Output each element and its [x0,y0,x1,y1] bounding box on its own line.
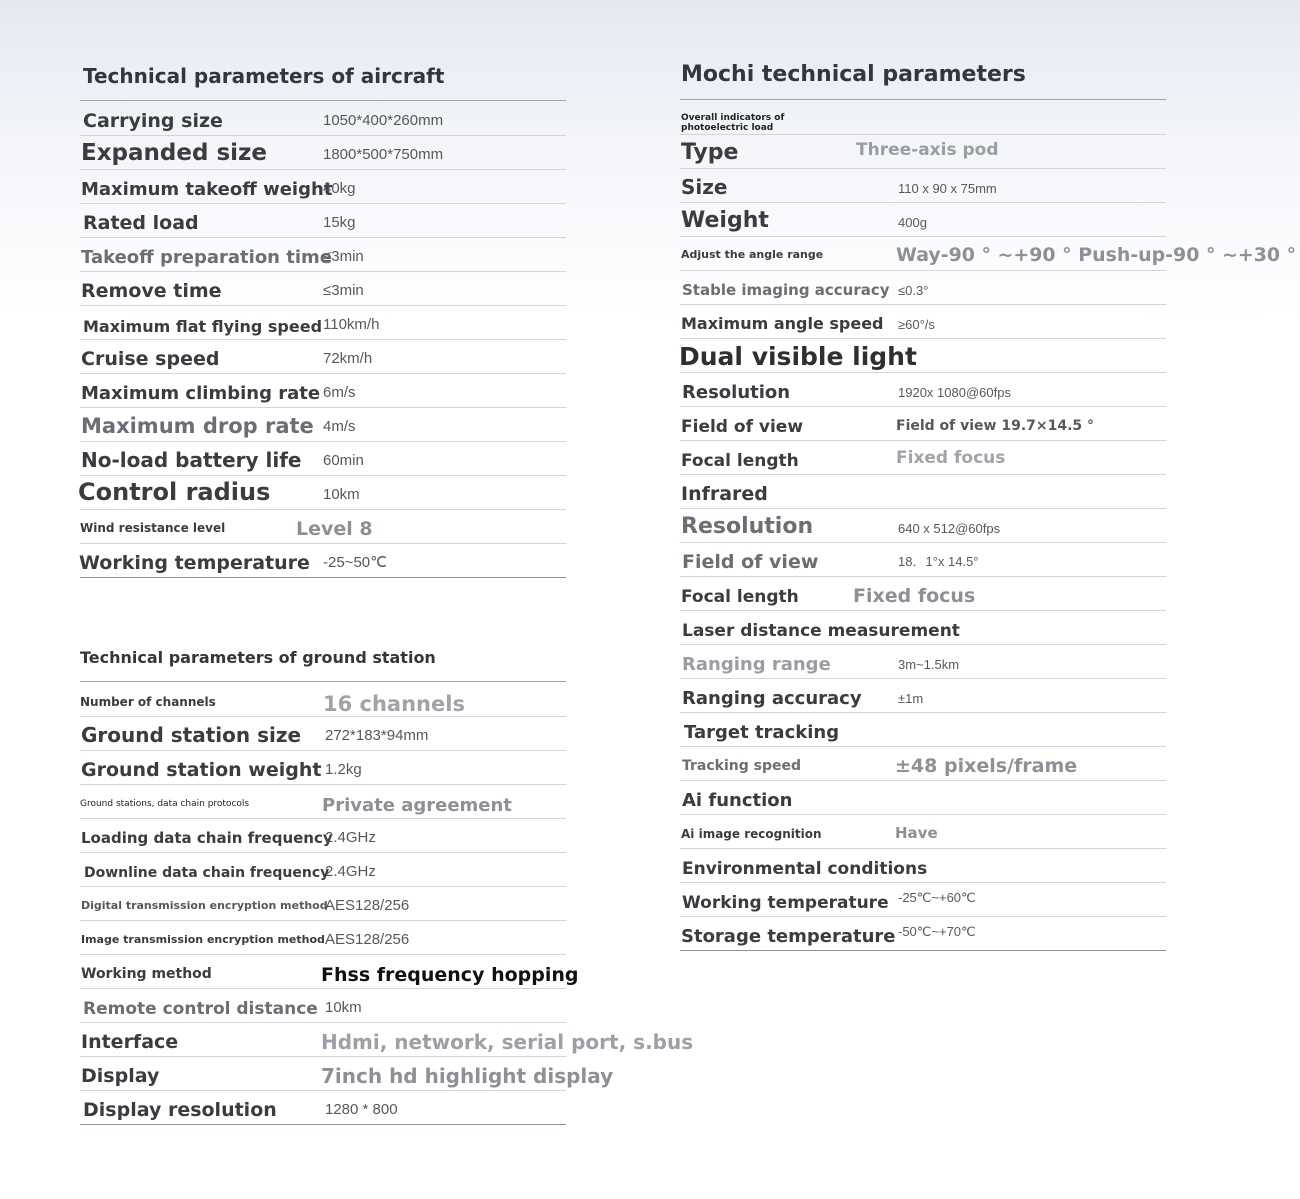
spec-value: 15kg [323,214,356,231]
spec-label: Working temperature [79,552,310,574]
spec-value: -25~50℃ [323,554,387,571]
spec-value: 16 channels [323,692,465,716]
spec-value: -25℃~+60℃ [898,890,976,905]
table-row [680,508,1166,543]
table-row [80,750,566,785]
spec-value: Hdmi, network, serial port, s.bus [321,1030,694,1054]
spec-value: 72km/h [323,350,373,367]
table-row [80,339,566,374]
spec-value: Have [895,824,938,842]
table-row [80,101,566,136]
spec-label: Maximum drop rate [81,414,314,438]
table-row [80,1090,566,1125]
spec-value: 1050*400*260mm [323,112,444,129]
spec-label: Focal length [681,587,799,607]
spec-label: Maximum takeoff weight [81,179,333,200]
aircraft-title: Technical parameters of aircraft [83,64,445,88]
table-row [680,746,1166,781]
spec-label: Maximum climbing rate [81,383,321,404]
spec-label: Number of channels [80,695,216,709]
spec-label: Remove time [81,280,222,302]
table-row [80,920,566,955]
table-row [80,305,566,340]
table-row [680,270,1166,305]
spec-label: Takeoff preparation time [81,247,332,268]
aircraft-panel [80,60,566,585]
spec-value: ≤3min [323,282,364,299]
spec-value: 1920x 1080@60fps [898,385,1011,400]
spec-label: Loading data chain frequency [81,829,333,847]
table-row [680,440,1166,475]
table-row [80,373,566,408]
table-row [680,814,1166,849]
table-row [80,543,566,578]
table-row [680,882,1166,917]
table-row [80,407,566,442]
spec-label: Target tracking [684,722,840,743]
spec-label: Rated load [83,212,199,234]
spec-value: 640 x 512@60fps [898,521,1001,536]
spec-value: 400g [898,215,927,230]
spec-value: 10km [323,486,360,503]
spec-label: Carrying size [83,110,223,132]
spec-label: Infrared [681,483,768,505]
spec-value: ≤3min [323,248,364,265]
spec-label: Display [81,1065,160,1087]
spec-value: 1280 * 800 [325,1101,398,1118]
spec-value: ±48 pixels/frame [895,755,1078,777]
spec-value: Way-90 ° ~+90 ° Push-up-90 ° ~+30 ° [896,244,1297,266]
spec-label: Maximum angle speed [681,314,884,333]
spec-value: Private agreement [322,795,512,816]
spec-label: Laser distance measurement [682,621,960,641]
table-row [680,338,1166,373]
spec-value: 60min [323,452,364,469]
spec-label: Environmental conditions [682,859,928,879]
spec-value: 7inch hd highlight display [321,1064,614,1088]
spec-label: Ai image recognition [681,827,822,841]
table-row [80,818,566,853]
spec-label: Size [681,175,728,199]
spec-value: ≤0.3° [898,283,929,298]
table-row [680,406,1166,441]
spec-label: Control radius [78,478,271,506]
table-row [80,886,566,921]
table-row [680,474,1166,509]
spec-value: 1.2kg [325,761,362,778]
spec-value: Three-axis pod [856,140,999,160]
spec-label: Ranging accuracy [682,688,862,709]
ground-station-panel [80,644,694,1134]
table-row [680,202,1166,237]
spec-label: Ranging range [682,654,831,675]
table-row [80,203,566,238]
table-row [680,304,1166,339]
spec-value: 272*183*94mm [325,727,429,744]
table-row [80,954,579,989]
table-row [680,542,1166,577]
spec-label: Resolution [681,514,814,539]
table-row [680,712,1166,747]
table-row [680,678,1166,713]
spec-label: Display resolution [83,1099,277,1121]
table-row [680,372,1166,407]
spec-label: Digital transmission encryption method [81,899,328,912]
table-row [80,1022,694,1057]
spec-value: ±1m [898,691,924,706]
spec-value: Level 8 [296,518,373,540]
table-row [680,610,1166,645]
spec-value: 3m~1.5km [898,657,960,672]
spec-label: Overall indicators of photoelectric load [681,113,785,133]
spec-label: Cruise speed [81,348,220,370]
spec-label: Stable imaging accuracy [682,281,890,299]
spec-label: Tracking speed [682,758,801,774]
table-row [80,237,566,272]
spec-label: Adjust the angle range [681,248,824,261]
ground-station-title: Technical parameters of ground station [80,648,436,667]
spec-value: Fhss frequency hopping [321,964,579,986]
spec-value: Field of view 19.7×14.5 ° [896,418,1095,434]
table-row [680,576,1166,611]
table-row [80,271,566,306]
table-row [680,168,1166,203]
spec-value: 4m/s [323,418,356,435]
spec-value: ≥60°/s [898,317,935,332]
spec-label: Dual visible light [679,342,917,371]
table-row [680,134,1166,169]
table-row [80,716,566,751]
table-row [80,509,566,544]
table-row [80,475,566,510]
spec-label: Maximum flat flying speed [83,317,323,336]
spec-label: Remote control distance [83,999,318,1019]
mochi-panel [679,60,1297,960]
spec-value: 2.4GHz [325,863,376,880]
table-row [80,988,566,1023]
table-row [680,644,1166,679]
spec-value: 6m/s [323,384,356,401]
table-row [680,848,1166,883]
spec-label: Working temperature [682,893,889,913]
table-row [680,100,1166,135]
table-row [80,441,566,476]
spec-value: 2.4GHz [325,829,376,846]
spec-value: 110 x 90 x 75mm [898,181,997,196]
spec-value: AES128/256 [325,897,410,914]
spec-value: Fixed focus [896,448,1006,468]
spec-label: Ground station size [81,723,302,747]
spec-label: Wind resistance level [80,521,226,535]
spec-label: Interface [81,1031,179,1053]
spec-value: -50℃~+70℃ [898,924,976,939]
table-row [680,780,1166,815]
table-row [80,682,566,717]
table-row [680,916,1166,951]
spec-label: Type [681,140,739,165]
table-row [80,169,566,204]
spec-value: 110km/h [323,316,380,333]
spec-value: 1800*500*750mm [323,146,444,163]
table-row [80,852,566,887]
mochi-title: Mochi technical parameters [681,62,1026,87]
spec-value: 18．1°x 14.5° [898,554,979,569]
table-row [80,1056,614,1091]
spec-value: AES128/256 [325,931,410,948]
table-row [80,135,566,170]
spec-value: 10km [325,999,362,1016]
table-row [80,784,566,819]
spec-value: Fixed focus [853,585,976,607]
spec-label: Focal length [681,451,799,471]
spec-label: Field of view [682,551,819,573]
spec-label: Expanded size [81,140,267,166]
spec-label: No-load battery life [81,448,302,472]
spec-label: Ground station weight [81,759,322,781]
spec-label: Weight [681,208,769,233]
spec-label: Storage temperature [681,926,896,947]
table-row [680,236,1297,271]
spec-label: Field of view [681,417,804,437]
spec-label: Working method [81,966,212,982]
spec-value: 40kg [323,180,356,197]
spec-label: Downline data chain frequency [84,865,330,881]
spec-label: Ground stations, data chain protocols [80,799,250,809]
spec-label: Resolution [682,382,791,403]
spec-label: Ai function [682,790,793,811]
spec-label: Image transmission encryption method [81,933,325,946]
